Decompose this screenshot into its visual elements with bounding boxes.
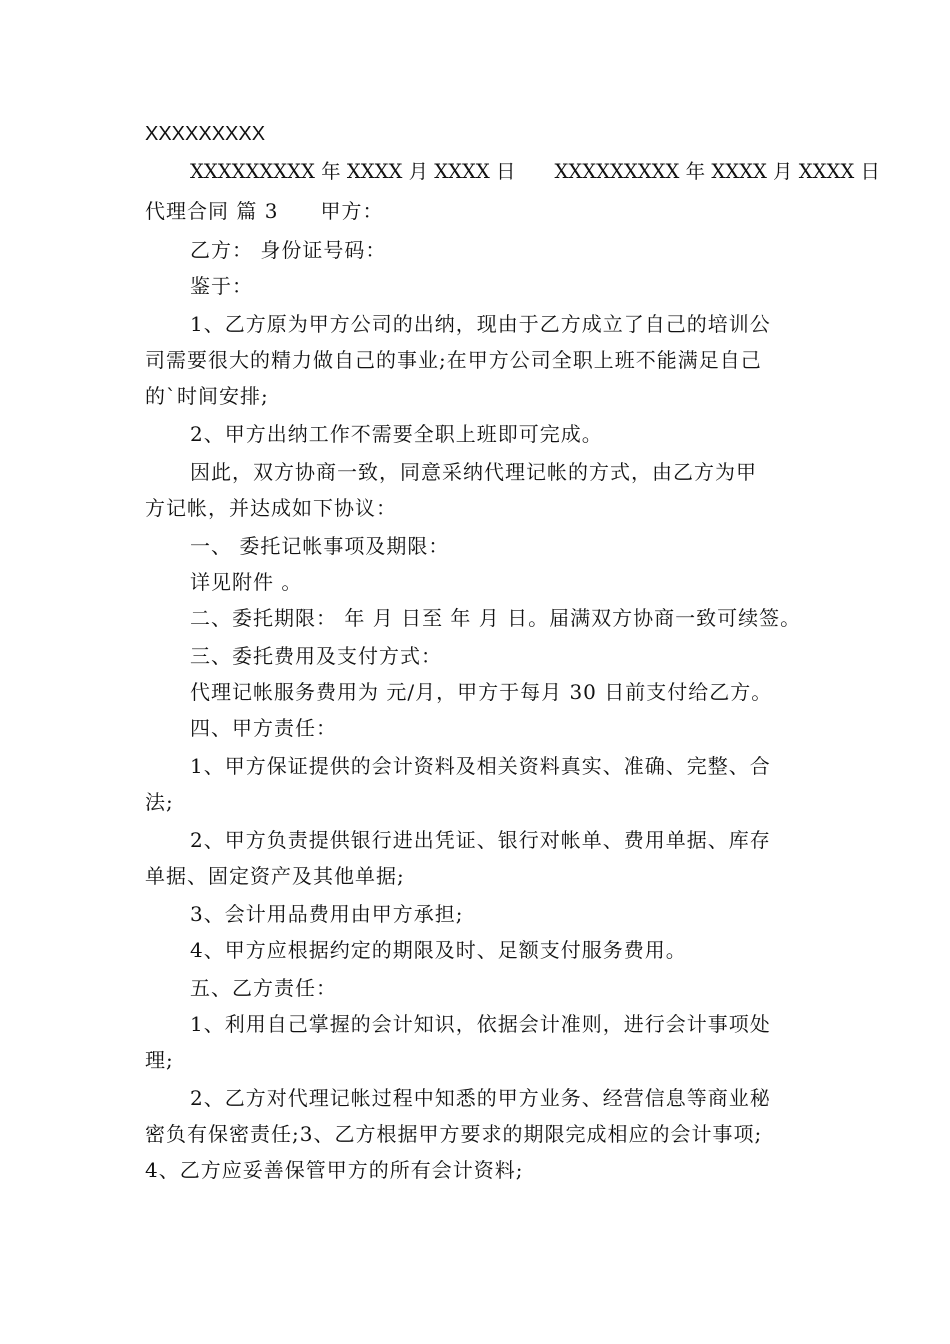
paragraph-line: 法;	[145, 790, 174, 814]
paragraph-line: 因此，双方协商一致，同意采纳代理记帐的方式，由乙方为甲	[190, 460, 757, 484]
paragraph-line: 单据、固定资产及其他单据;	[145, 864, 405, 888]
paragraph-line: 密负有保密责任;3、乙方根据甲方要求的期限完成相应的会计事项;	[145, 1122, 763, 1146]
paragraph-line: 1、甲方保证提供的会计资料及相关资料真实、准确、完整、合	[190, 754, 771, 778]
paragraph-line: 2、甲方出纳工作不需要全职上班即可完成。	[190, 422, 603, 446]
paragraph-line: 代理记帐服务费用为 元/月，甲方于每月 30 日前支付给乙方。	[190, 680, 773, 704]
paragraph-line: 2、甲方负责提供银行进出凭证、银行对帐单、费用单据、库存	[190, 828, 771, 852]
paragraph-line: 司需要很大的精力做自己的事业;在甲方公司全职上班不能满足自己	[145, 348, 762, 372]
section-heading: 二、委托期限： 年 月 日至 年 月 日。届满双方协商一致可续签。	[190, 606, 802, 630]
paragraph-line: 4、甲方应根据约定的期限及时、足额支付服务费用。	[190, 938, 687, 962]
paragraph-line: 3、会计用品费用由甲方承担;	[190, 902, 464, 926]
paragraph-line: 理;	[145, 1048, 174, 1072]
whereas-heading: 鉴于：	[190, 274, 253, 298]
section-heading: 五、乙方责任：	[190, 976, 337, 1000]
paragraph-line: 1、利用自己掌握的会计知识，依据会计准则，进行会计事项处	[190, 1012, 771, 1036]
paragraph-line: 详见附件 。	[190, 570, 303, 594]
paragraph-line: 4、乙方应妥善保管甲方的所有会计资料;	[145, 1158, 524, 1182]
header-placeholder: XXXXXXXXX	[145, 123, 266, 145]
party-b-line: 乙方： 身份证号码：	[190, 238, 387, 262]
paragraph-line: 1、乙方原为甲方公司的出纳，现由于乙方成立了自己的培训公	[190, 312, 771, 336]
paragraph-line: 的`时间安排;	[145, 384, 269, 408]
section-heading: 四、甲方责任：	[190, 716, 337, 740]
contract-title-line: 代理合同 篇 3 甲方：	[145, 199, 384, 223]
date-line: XXXXXXXXX 年 XXXX 月 XXXX 日 XXXXXXXXX 年 XXXX 月 XXXX 日	[190, 160, 880, 183]
section-heading: 一、 委托记帐事项及期限：	[190, 534, 450, 558]
paragraph-line: 2、乙方对代理记帐过程中知悉的甲方业务、经营信息等商业秘	[190, 1086, 771, 1110]
section-heading: 三、委托费用及支付方式：	[190, 644, 442, 668]
paragraph-line: 方记帐，并达成如下协议：	[145, 496, 397, 520]
